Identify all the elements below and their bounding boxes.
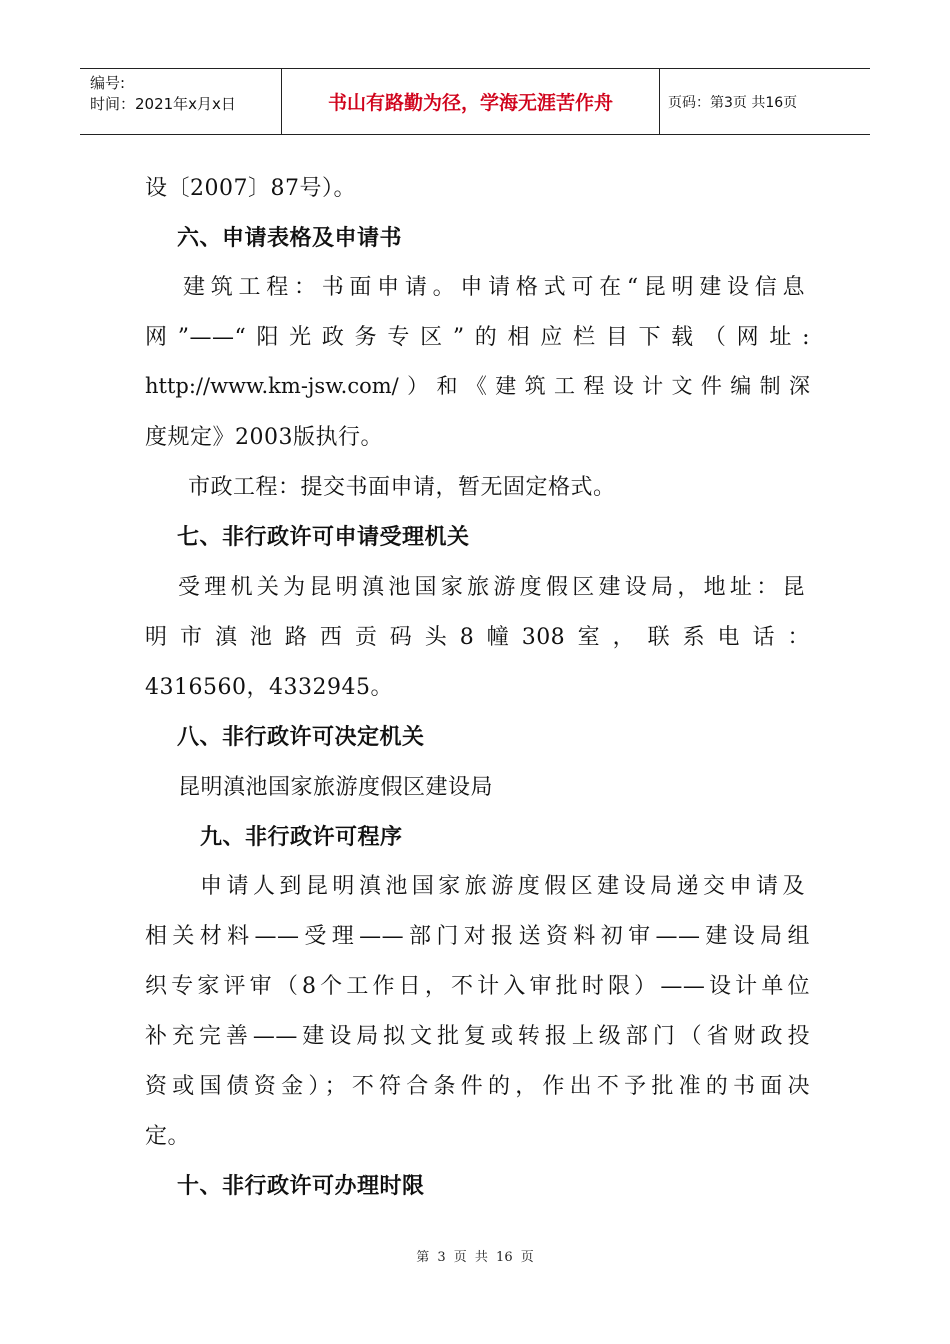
page-header xyxy=(80,68,870,135)
body-line: 补充完善——建设局拟文批复或转报上级部门（省财政投 xyxy=(145,1024,810,1049)
body-line: 度规定》2003版执行。 xyxy=(145,425,383,450)
body-line: 明市滇池路西贡码头8幢308室，联系电话： xyxy=(145,625,810,650)
section-heading: 八、非行政许可决定机关 xyxy=(177,725,425,750)
doc-time-label: 时间：2021年x月x日 xyxy=(90,95,236,113)
body-line: 相关材料——受理——部门对报送资料初审——建设局组 xyxy=(145,924,810,949)
header-meta xyxy=(80,69,282,134)
body-line: 受理机关为昆明滇池国家旅游度假区建设局，地址：昆 xyxy=(178,575,805,600)
doc-number-label: 编号: xyxy=(90,74,126,92)
section-heading: 十、非行政许可办理时限 xyxy=(177,1174,425,1199)
header-motto: 书山有路勤为径，学海无涯苦作舟 xyxy=(282,69,660,134)
body-line: 设〔2007〕87号）。 xyxy=(145,176,356,201)
body-line: 织专家评审（8个工作日，不计入审批时限）——设计单位 xyxy=(145,974,810,999)
body-line: 昆明滇池国家旅游度假区建设局 xyxy=(178,775,494,800)
body-line: 网”——“阳光政务专区”的相应栏目下载（网址: xyxy=(145,325,810,350)
body-line: 建筑工程：书面申请。申请格式可在“昆明建设信息 xyxy=(183,275,805,300)
body-line: http://www.km-jsw.com/）和《建筑工程设计文件编制深 xyxy=(145,374,810,398)
body-line: 4316560，4332945。 xyxy=(145,675,393,700)
header-page-info: 页码：第3页 共16页 xyxy=(668,94,798,111)
section-heading: 九、非行政许可程序 xyxy=(200,825,403,850)
body-line: 市政工程：提交书面申请，暂无固定格式。 xyxy=(188,475,616,500)
body-line: 申请人到昆明滇池国家旅游度假区建设局递交申请及 xyxy=(200,874,805,899)
body-line: 资或国债资金）；不符合条件的，作出不予批准的书面决 xyxy=(145,1074,810,1099)
section-heading: 六、申请表格及申请书 xyxy=(177,226,403,251)
page-footer: 第 3 页 共 16 页 xyxy=(416,1250,534,1265)
section-heading: 七、非行政许可申请受理机关 xyxy=(177,525,470,550)
body-line: 定。 xyxy=(145,1124,191,1149)
